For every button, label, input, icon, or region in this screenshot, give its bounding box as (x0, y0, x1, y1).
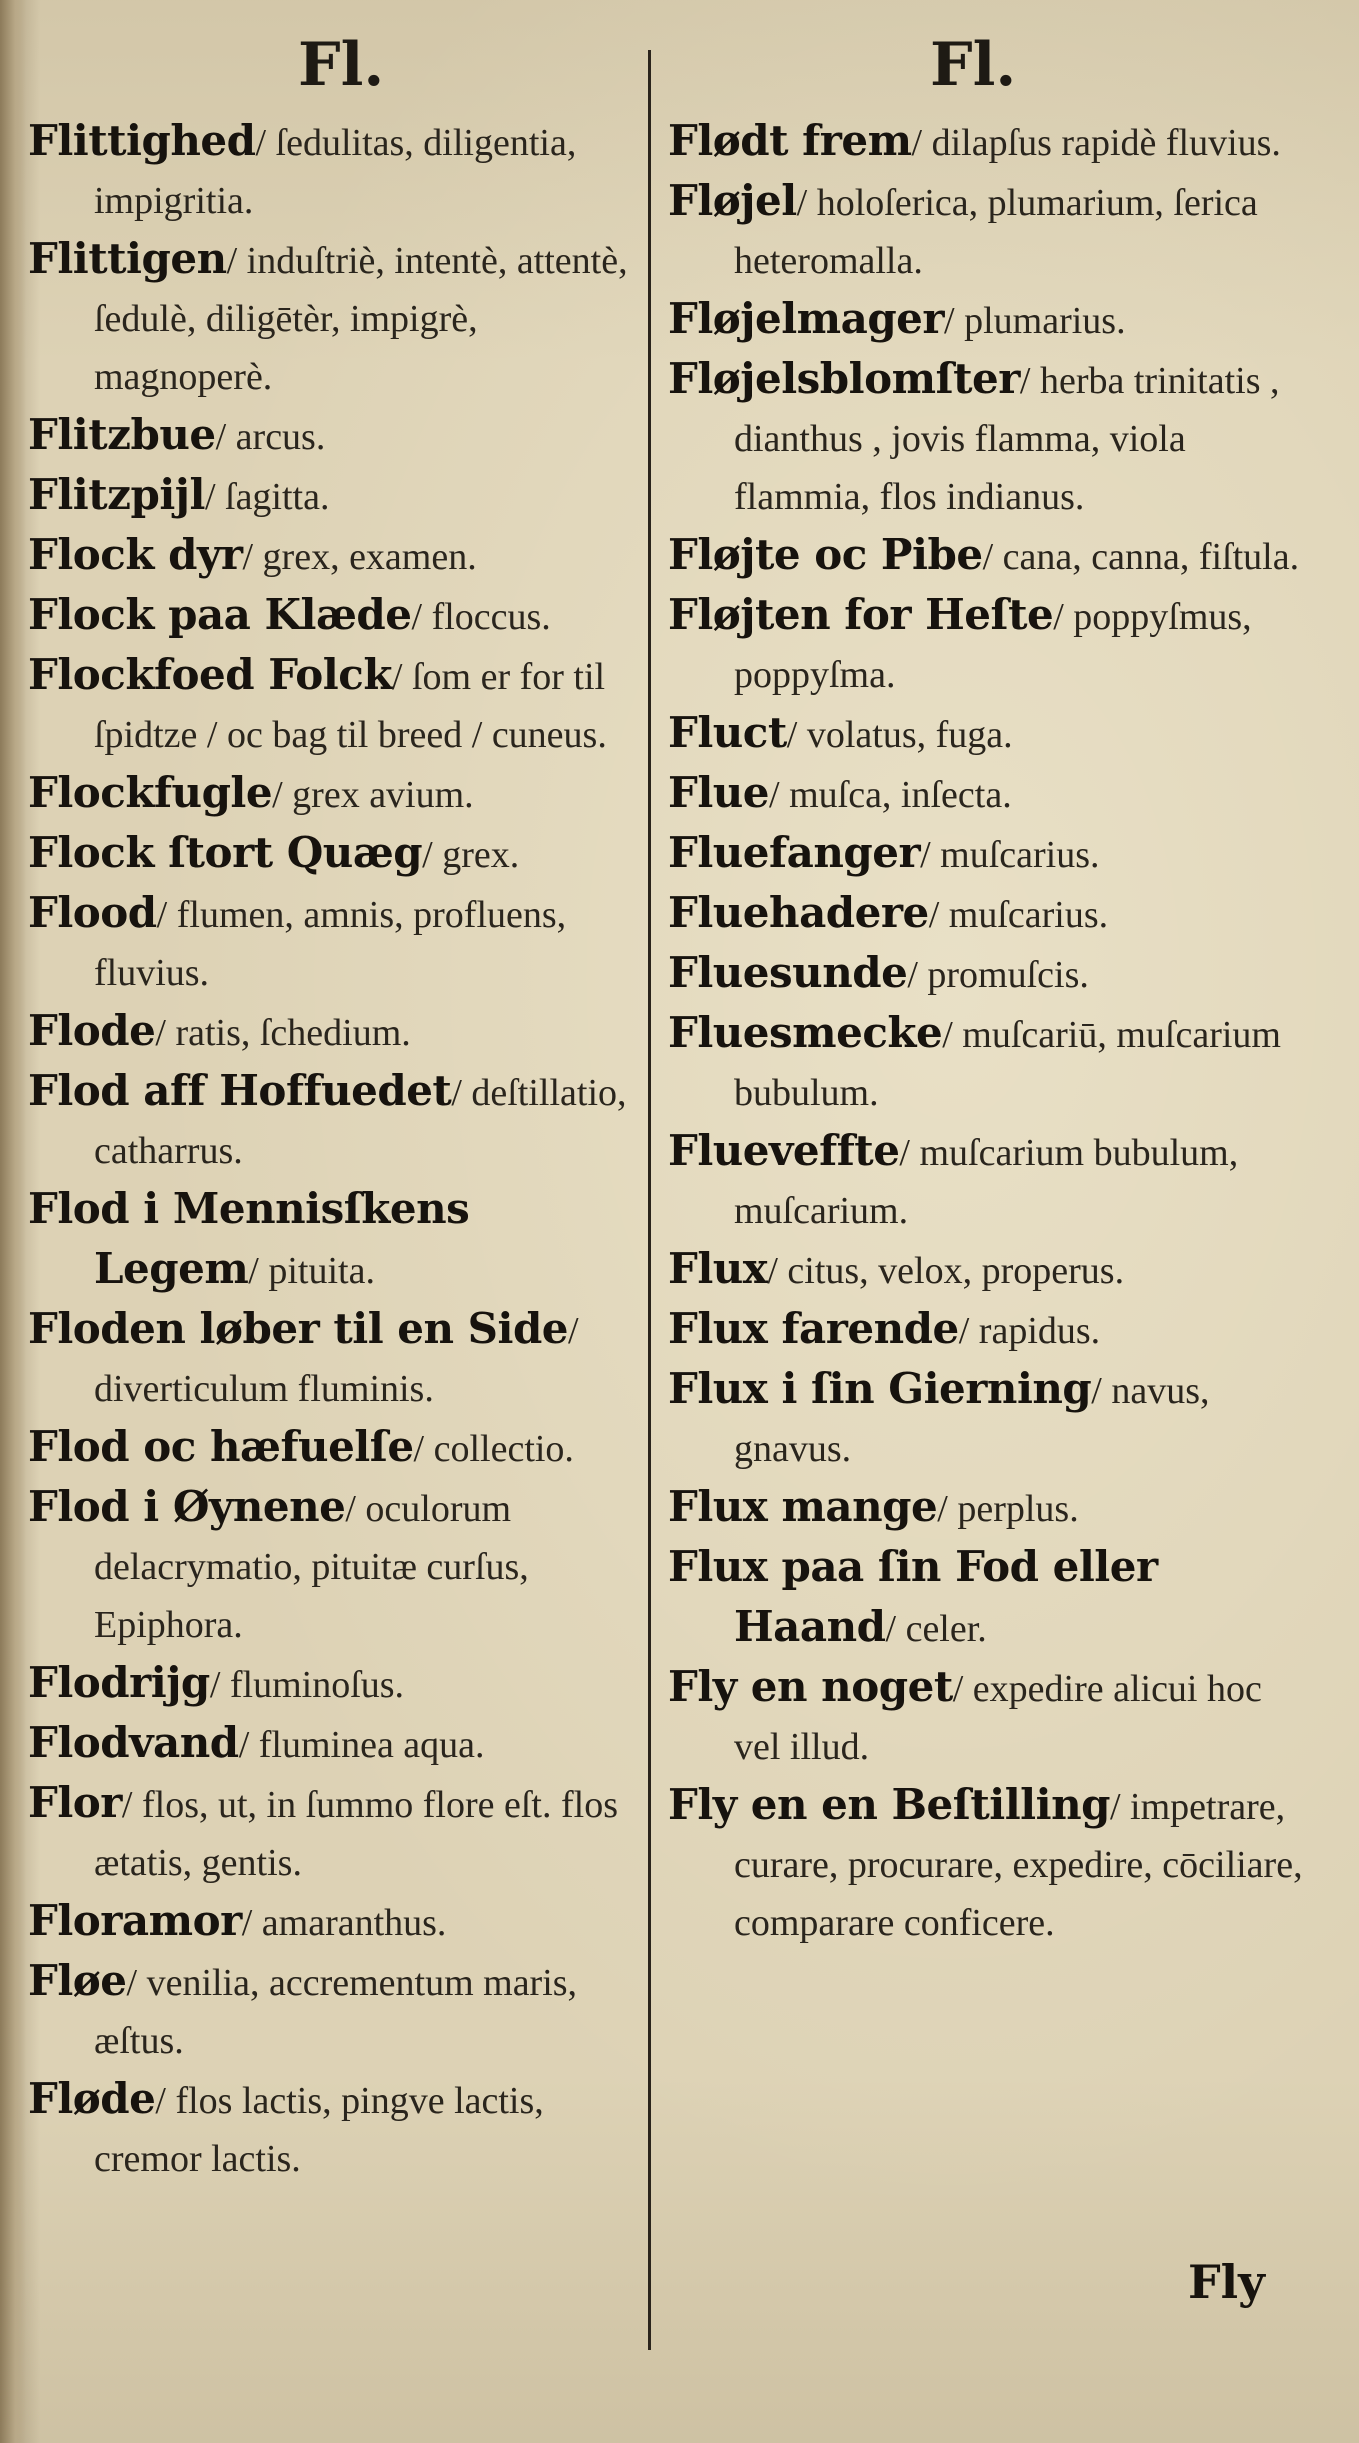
entry-definition: / holoſerica, plumarium, ſerica heteromalla. (734, 182, 1258, 282)
left-column (28, 112, 648, 2188)
entry-headword: Fløde (28, 2074, 156, 2123)
dictionary-entry (668, 1776, 1308, 1952)
entry-headword: Flock ſtort Quæg (28, 828, 423, 877)
dictionary-entry (668, 704, 1308, 764)
entry-definition: / flumen, amnis, profluens, fluvius. (94, 894, 567, 994)
dictionary-entry (28, 112, 648, 230)
entry-headword: Flod i Mennisſkens Legem (28, 1184, 470, 1293)
entry-headword: Flux (668, 1244, 768, 1293)
dictionary-entry (28, 1002, 648, 1062)
entry-headword: Flock dyr (28, 530, 243, 579)
entry-definition: / fluminoſus. (209, 1664, 405, 1706)
dictionary-entry (28, 1062, 648, 1180)
entry-definition: / muſcarium bubulum, muſcarium. (734, 1132, 1239, 1232)
dictionary-entry (28, 646, 648, 764)
entry-headword: Flittighed (28, 116, 256, 165)
entry-definition: / expedire alicui hoc vel illud. (734, 1668, 1262, 1768)
dictionary-entry (668, 884, 1308, 944)
entry-definition: / muſcarius. (920, 834, 1100, 876)
entry-headword: Flux paa ſin Fod eller Haand (668, 1542, 1158, 1651)
entry-definition: / ſom er for til ſpidtze / oc bag til breed / cuneus. (94, 656, 607, 756)
entry-definition: / flos, ut, in ſummo flore eſt. flos ætatis, gentis. (94, 1784, 618, 1884)
dictionary-entry (668, 764, 1308, 824)
entry-headword: Fløjelmager (668, 294, 945, 343)
entry-headword: Fluesunde (668, 948, 908, 997)
entry-headword: Flock paa Klæde (28, 590, 412, 639)
dictionary-entry (28, 526, 648, 586)
entry-definition: / oculorum delacrymatio, pituitæ curſus, Epiphora. (94, 1488, 529, 1646)
dictionary-entry (28, 2070, 648, 2188)
dictionary-entry (28, 1714, 648, 1774)
entry-headword: Fly en en Beſtilling (668, 1780, 1110, 1829)
entry-headword: Flittigen (28, 234, 227, 283)
entry-definition: / poppyſmus, poppyſma. (734, 596, 1252, 696)
entry-definition: / ſagitta. (204, 476, 330, 518)
dictionary-entry (28, 1892, 648, 1952)
entry-definition: / induſtriè, intentè, attentè, ſedulè, diligētèr, impigrè, magnoperè. (94, 240, 628, 398)
dictionary-entry (668, 112, 1308, 172)
entry-headword: Flux farende (668, 1304, 959, 1353)
entry-definition: / citus, velox, properus. (767, 1250, 1125, 1292)
entry-headword: Flod oc hæfuelſe (28, 1422, 414, 1471)
entry-headword: Flockfoed Folck (28, 650, 392, 699)
entry-definition: / grex avium. (272, 774, 474, 816)
dictionary-entry (668, 1538, 1308, 1658)
dictionary-entry (668, 172, 1308, 290)
entry-definition: / navus, gnavus. (734, 1370, 1210, 1470)
dictionary-entry (668, 1240, 1308, 1300)
entry-headword: Flor (28, 1778, 122, 1827)
entry-headword: Floramor (28, 1896, 242, 1945)
entry-definition: / grex. (422, 834, 520, 876)
dictionary-entry (668, 1478, 1308, 1538)
dictionary-entry (28, 1180, 648, 1300)
entry-definition: / amaranthus. (241, 1902, 447, 1944)
entry-definition: / diverticulum fluminis. (94, 1310, 579, 1410)
entry-definition: / grex, examen. (242, 536, 477, 578)
entry-definition: / muſcarius. (928, 894, 1109, 936)
entry-definition: / rapidus. (958, 1310, 1101, 1352)
page-header-right: Fl. (930, 30, 1017, 100)
entry-headword: Flux i ſin Gierning (668, 1364, 1092, 1413)
entry-headword: Flodrijg (28, 1658, 210, 1707)
entry-headword: Fløjten for Heſte (668, 590, 1054, 639)
dictionary-entry (28, 824, 648, 884)
page-header-left: Fl. (298, 30, 385, 100)
entry-headword: Fly en noget (668, 1662, 953, 1711)
dictionary-entry (668, 1300, 1308, 1360)
dictionary-entry (668, 350, 1308, 526)
dictionary-entry (28, 1952, 648, 2070)
dictionary-entry (28, 1774, 648, 1892)
dictionary-entry (668, 1122, 1308, 1240)
dictionary-entry (28, 764, 648, 824)
entry-headword: Flod i Øynene (28, 1482, 346, 1531)
dictionary-entry (668, 290, 1308, 350)
dictionary-entry (28, 466, 648, 526)
dictionary-entry (28, 1418, 648, 1478)
dictionary-entry (668, 526, 1308, 586)
dictionary-entry (28, 406, 648, 466)
dictionary-entry (28, 1300, 648, 1418)
entry-headword: Flødt frem (668, 116, 912, 165)
right-column (668, 112, 1308, 1952)
entry-headword: Fluesmecke (668, 1008, 943, 1057)
entry-definition: / deſtillatio, catharrus. (94, 1072, 627, 1172)
entry-definition: / plumarius. (944, 300, 1126, 342)
dictionary-entry (668, 586, 1308, 704)
dictionary-entry (28, 1478, 648, 1654)
entry-definition: / pituita. (248, 1250, 375, 1292)
entry-definition: / muſca, inſecta. (769, 774, 1012, 816)
entry-headword: Fløjte oc Pibe (668, 530, 983, 579)
entry-definition: / collectio. (413, 1428, 574, 1470)
entry-headword: Flood (28, 888, 157, 937)
column-divider (648, 50, 651, 2350)
entry-headword: Flod aff Hoffuedet (28, 1066, 452, 1115)
page-binding-edge (0, 0, 26, 2443)
entry-definition: / impetrare, curare, procurare, expedire, cōciliare, comparare conficere. (734, 1786, 1303, 1944)
entry-definition: / floccus. (411, 596, 551, 638)
entry-definition: / muſcariū, muſcarium bubulum. (734, 1014, 1281, 1114)
entry-definition: / herba trinitatis , dianthus , jovis flamma, viola flammia, flos indianus. (734, 360, 1280, 518)
dictionary-entry (668, 944, 1308, 1004)
entry-headword: Flitzbue (28, 410, 216, 459)
entry-headword: Fløjelsblomſter (668, 354, 1020, 403)
entry-definition: / ratis, ſchedium. (155, 1012, 411, 1054)
entry-headword: Flode (28, 1006, 156, 1055)
entry-definition: / flos lactis, pingve lactis, cremor lactis. (94, 2080, 544, 2180)
entry-definition: / fluminea aqua. (238, 1724, 485, 1766)
entry-headword: Flitzpijl (28, 470, 205, 519)
entry-definition: / cana, canna, fiſtula. (982, 536, 1300, 578)
entry-definition: / volatus, fuga. (786, 714, 1013, 756)
entry-headword: Floden løber til en Side (28, 1304, 569, 1353)
entry-headword: Fluehadere (668, 888, 929, 937)
dictionary-entry (28, 1654, 648, 1714)
dictionary-entry (28, 230, 648, 406)
entry-definition: / ſedulitas, diligentia, impigritia. (94, 122, 577, 222)
entry-definition: / celer. (885, 1608, 987, 1650)
entry-headword: Flockfugle (28, 768, 273, 817)
dictionary-entry (668, 1360, 1308, 1478)
entry-definition: / perplus. (937, 1488, 1079, 1530)
entry-headword: Fluct (668, 708, 787, 757)
entry-headword: Flueveffte (668, 1126, 900, 1175)
entry-definition: / arcus. (215, 416, 326, 458)
dictionary-entry (28, 586, 648, 646)
dictionary-entry (668, 1004, 1308, 1122)
entry-definition: / venilia, accrementum maris, æſtus. (94, 1962, 578, 2062)
entry-headword: Flux mange (668, 1482, 938, 1531)
dictionary-entry (28, 884, 648, 1002)
entry-definition: / dilapſus rapidè fluvius. (911, 122, 1281, 164)
entry-headword: Fluefanger (668, 828, 921, 877)
catchword: Fly (1188, 2255, 1265, 2309)
entry-headword: Fløe (28, 1956, 127, 2005)
dictionary-entry (668, 824, 1308, 884)
entry-headword: Flue (668, 768, 770, 817)
entry-headword: Fløjel (668, 176, 797, 225)
dictionary-entry (668, 1658, 1308, 1776)
entry-definition: / promuſcis. (907, 954, 1089, 996)
entry-headword: Flodvand (28, 1718, 239, 1767)
